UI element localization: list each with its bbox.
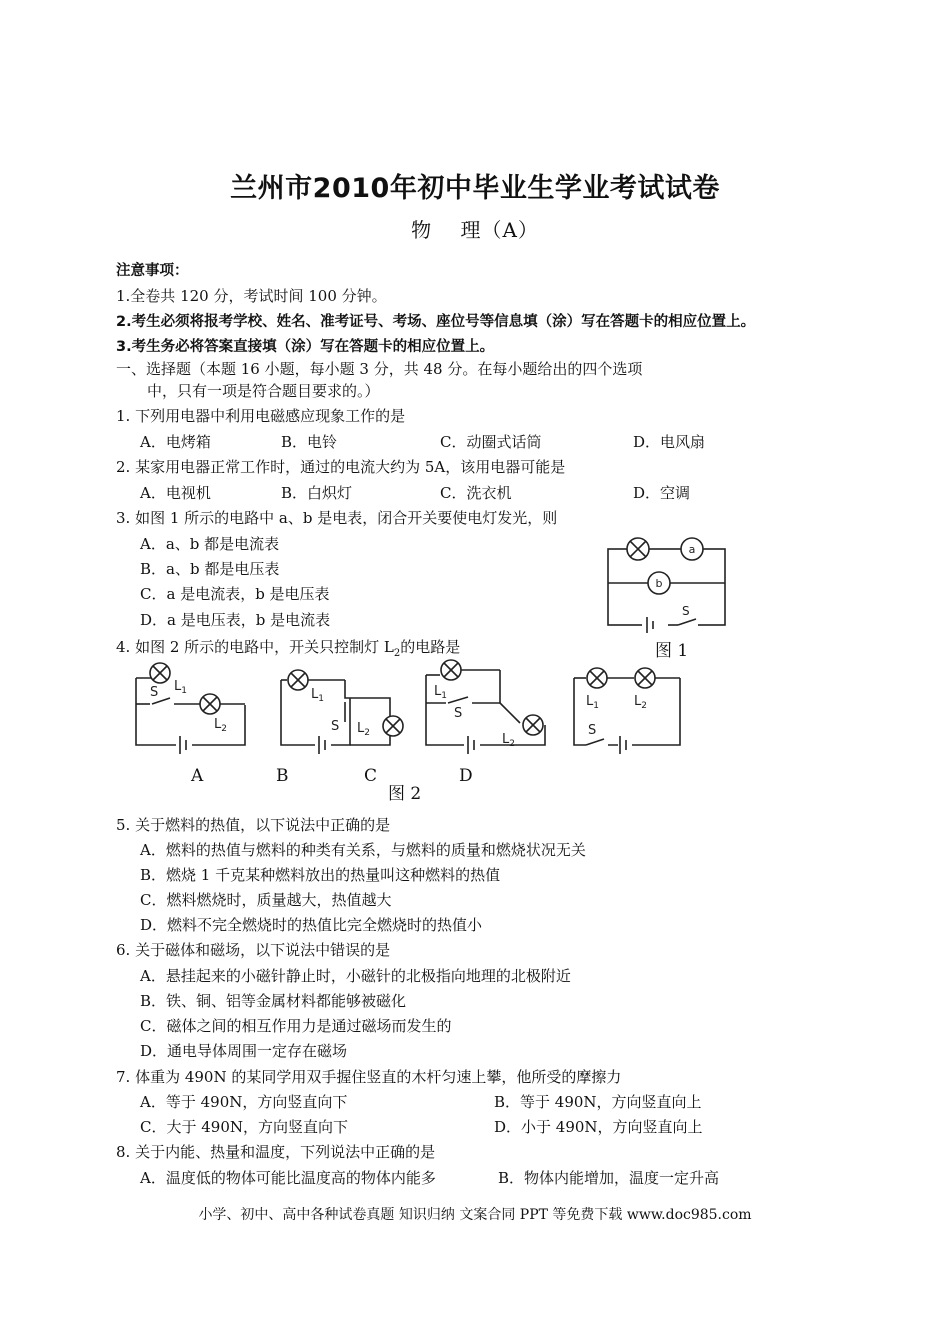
svg-text:L1: $L_1$ [434, 684, 447, 701]
question-7-option-d: D．小于 490N，方向竖直向上 [494, 1118, 703, 1136]
question-1-option-a: A．电烤箱 [140, 433, 211, 451]
figure-2-circuit-a [130, 660, 250, 755]
svg-text:L2: $L_2$ [634, 694, 647, 711]
question-7-stem: 7. 体重为 490N 的某同学用双手握住竖直的木杆匀速上攀，他所受的摩擦力 [116, 1068, 622, 1086]
question-8-option-b: B．物体内能增加，温度一定升高 [498, 1169, 720, 1187]
question-7-option-c: C．大于 490N，方向竖直向下 [140, 1118, 349, 1136]
svg-text:L1: $L_1$ [174, 679, 187, 696]
question-8-option-a: A．温度低的物体可能比温度高的物体内能多 [140, 1169, 436, 1187]
question-3-option-d: D．a 是电压表，b 是电流表 [140, 611, 331, 629]
figure-2-option-c: C [364, 766, 378, 786]
question-6-stem: 6. 关于磁体和磁场，以下说法中错误的是 [116, 941, 391, 959]
question-6-option-a: A．悬挂起来的小磁针静止时，小磁针的北极指向地理的北极附近 [140, 967, 571, 985]
page-title: 兰州市2010年初中毕业生学业考试试卷 [230, 173, 720, 204]
question-2-option-a: A．电视机 [140, 484, 211, 502]
figure-2-circuit-b [275, 660, 405, 755]
figure-1-caption: 图 1 [655, 641, 689, 661]
question-3-option-a: A．a、b 都是电流表 [140, 535, 280, 553]
note-item-3: 3.考生务必将答案直接填（涂）写在答题卡的相应位置上。 [116, 339, 495, 355]
svg-text:L1: $L_1$ [586, 694, 599, 711]
meter-b-label: b [655, 577, 663, 590]
meter-a-label: a [688, 543, 696, 556]
question-7-option-a: A．等于 490N，方向竖直向下 [140, 1093, 348, 1111]
figure-2-option-b: B [276, 766, 289, 786]
section-heading-line2: 中，只有一项是符合题目要求的。） [147, 382, 380, 400]
figure-2-circuit-c [420, 655, 555, 755]
question-7-option-b: B．等于 490N，方向竖直向上 [494, 1093, 702, 1111]
question-1-option-c: C．动圈式话筒 [440, 433, 542, 451]
figure-2-circuit-d [568, 662, 688, 752]
section-heading: 一、选择题（本题 16 小题，每小题 3 分，共 48 分。在每小题给出的四个选项 [116, 360, 643, 378]
note-item-1: 1.全卷共 120 分，考试时间 100 分钟。 [116, 287, 387, 305]
question-1-stem: 1. 下列用电器中利用电磁感应现象工作的是 [116, 407, 406, 425]
question-1-option-b: B．电铃 [281, 433, 338, 451]
question-1-option-d: D．电风扇 [633, 433, 706, 451]
question-5-stem: 5. 关于燃料的热值，以下说法中正确的是 [116, 816, 391, 834]
page-subtitle: 物 理（A） [411, 218, 539, 242]
question-5-option-c: C．燃料燃烧时，质量越大，热值越大 [140, 891, 392, 909]
question-3-option-c: C．a 是电流表，b 是电压表 [140, 585, 330, 603]
question-5-option-d: D．燃料不完全燃烧时的热值比完全燃烧时的热值小 [140, 916, 483, 934]
svg-text:S: S [588, 723, 597, 738]
question-5-option-b: B．燃烧 1 千克某种燃料放出的热量叫这种燃料的热值 [140, 866, 501, 884]
question-2-stem: 2. 某家用电器正常工作时，通过的电流大约为 5A，该用电器可能是 [116, 458, 566, 476]
svg-text:S: S [331, 719, 340, 734]
svg-text:L1: $L_1$ [311, 687, 324, 704]
page-footer: 小学、初中、高中各种试卷真题 知识归纳 文案合同 PPT 等免费下载 www.doc985.com [198, 1207, 752, 1223]
question-6-option-b: B．铁、铜、铝等金属材料都能够被磁化 [140, 992, 407, 1010]
svg-text:L2: $L_2$ [214, 717, 227, 734]
svg-text:L2: $L_2$ [357, 721, 370, 738]
question-2-option-b: B．白炽灯 [281, 484, 353, 502]
switch-label: S [682, 604, 690, 618]
note-item-2: 2.考生必须将报考学校、姓名、准考证号、考场、座位号等信息填（涂）写在答题卡的相应位置上。 [116, 314, 756, 330]
figure-2-option-a: A [191, 766, 204, 786]
question-3-stem: 3. 如图 1 所示的电路中 a、b 是电表，闭合开关要使电灯发光，则 [116, 509, 558, 527]
question-8-stem: 8. 关于内能、热量和温度，下列说法中正确的是 [116, 1143, 436, 1161]
figure-2-option-d: D [459, 766, 473, 786]
notes-heading: 注意事项： [116, 263, 189, 279]
question-2-option-c: C．洗衣机 [440, 484, 512, 502]
svg-text:S: S [150, 685, 159, 700]
question-4-stem: 4. 如图 2 所示的电路中，开关只控制灯 $L_2$的电路是 [116, 638, 461, 659]
question-2-option-d: D．空调 [633, 484, 691, 502]
svg-text:S: S [454, 706, 463, 721]
question-3-option-b: B．a、b 都是电压表 [140, 560, 280, 578]
figure-1-circuit [600, 535, 735, 635]
svg-text:L2: $L_2$ [502, 732, 515, 749]
question-6-option-d: D．通电导体周围一定存在磁场 [140, 1042, 348, 1060]
question-5-option-a: A．燃料的热值与燃料的种类有关系，与燃料的质量和燃烧状况无关 [140, 841, 586, 859]
question-6-option-c: C．磁体之间的相互作用力是通过磁场而发生的 [140, 1017, 452, 1035]
figure-2-caption: 图 2 [388, 784, 422, 804]
